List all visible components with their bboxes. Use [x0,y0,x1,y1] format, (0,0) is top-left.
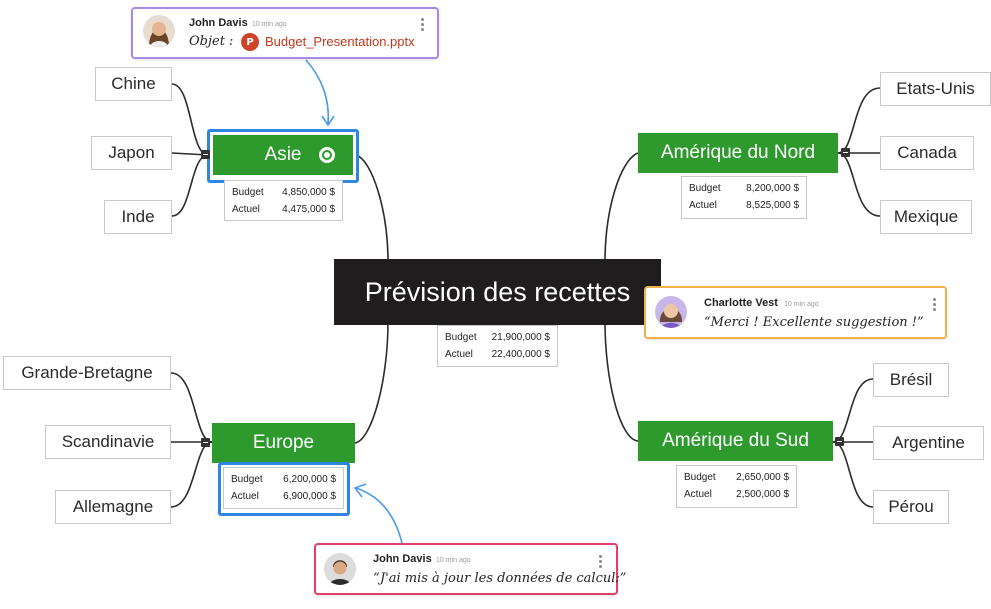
comment-timestamp: 10 min ago [784,301,819,308]
comment-author: John Davis [189,17,248,29]
budget-value: 4,850,000 $ [282,187,335,198]
region-node-europe[interactable] [212,423,355,463]
country-node-etats-unis[interactable] [880,72,991,106]
asie-budget-table [224,180,343,221]
region-node-amerique-du-sud[interactable] [638,421,833,461]
country-node-chine[interactable] [95,67,172,101]
budget-label: Budget [232,187,264,198]
comment-card-charlotte[interactable] [644,286,947,339]
budget-label: Budget [689,183,721,194]
actual-value: 4,475,000 $ [282,204,335,215]
actual-value: 2,500,000 $ [736,489,789,500]
attachment-icon[interactable] [319,147,335,163]
amerique-nord-budget-table [681,176,807,219]
actual-label: Actuel [232,204,260,215]
actual-value: 6,900,000 $ [283,491,336,502]
avatar [143,15,175,47]
budget-value: 8,200,000 $ [746,183,799,194]
more-options-icon[interactable] [599,555,603,570]
country-node-bresil[interactable] [873,363,949,397]
collapse-toggle-europe[interactable] [201,438,210,447]
country-label: Chine [111,74,156,93]
comment-text: “Merci ! Excellente suggestion !” [704,315,924,330]
central-topic[interactable] [334,259,661,325]
region-title: Europe [252,432,315,453]
actual-label: Actuel [445,349,473,360]
comment-timestamp: 10 min ago [252,21,287,28]
amerique-sud-budget-table [676,465,797,508]
country-node-canada[interactable] [880,136,974,170]
central-topic-title: Prévision des recettes [364,276,631,307]
collapse-toggle-amerique-du-nord[interactable] [841,148,850,157]
central-budget-table [437,325,558,367]
budget-label: Budget [231,474,263,485]
country-node-grande-bretagne[interactable] [3,356,171,390]
country-label: Brésil [889,370,933,389]
comment-subject-prefix: Objet : [189,34,234,49]
country-node-scandinavie[interactable] [45,425,171,459]
region-title: Amérique du Sud [662,430,809,451]
budget-label: Budget [684,472,716,483]
country-node-allemagne[interactable] [55,490,171,524]
country-node-argentine[interactable] [873,426,984,460]
actual-label: Actuel [689,200,717,211]
comment-card-john-davis[interactable] [314,543,627,595]
country-label: Inde [121,207,155,226]
actual-value: 22,400,000 $ [491,349,550,360]
actual-label: Actuel [231,491,259,502]
budget-value: 2,650,000 $ [736,472,789,483]
country-label: Canada [897,143,957,162]
region-title: Amérique du Nord [660,142,816,163]
comment-author: John Davis [373,553,432,565]
country-label: Allemagne [72,497,154,516]
country-node-japon[interactable] [91,136,172,170]
comment-card-attachment[interactable] [131,7,439,59]
attachment-link[interactable]: Budget_Presentation.pptx [265,34,415,49]
region-title: Asie [264,144,302,165]
collapse-toggle-asie[interactable] [201,150,210,159]
comment-timestamp: 10 min ago [436,557,471,564]
country-label: Scandinavie [61,432,155,451]
country-label: Grande-Bretagne [21,363,153,382]
avatar [324,553,356,585]
country-label: Mexique [893,207,959,226]
country-node-mexique[interactable] [880,200,972,234]
country-node-inde[interactable] [104,200,172,234]
budget-value: 6,200,000 $ [283,474,336,485]
country-label: Pérou [888,497,934,516]
europe-budget-table[interactable] [223,467,344,509]
region-node-asie[interactable] [213,135,353,175]
actual-label: Actuel [684,489,712,500]
country-label: Etats-Unis [896,79,975,98]
region-node-amerique-du-nord[interactable] [638,133,838,173]
avatar [655,296,687,328]
country-label: Japon [108,143,155,162]
budget-label: Budget [445,332,477,343]
country-label: Argentine [892,433,965,452]
comment-text: “J'ai mis à jour les données de calcul:” [373,571,627,586]
comment-author: Charlotte Vest [704,297,778,309]
budget-value: 21,900,000 $ [491,332,550,343]
powerpoint-file-icon: P [241,33,259,51]
more-options-icon[interactable] [933,298,937,313]
collapse-toggle-amerique-du-sud[interactable] [835,437,844,446]
country-node-perou[interactable] [873,490,949,524]
more-options-icon[interactable] [421,18,425,33]
actual-value: 8,525,000 $ [746,200,799,211]
